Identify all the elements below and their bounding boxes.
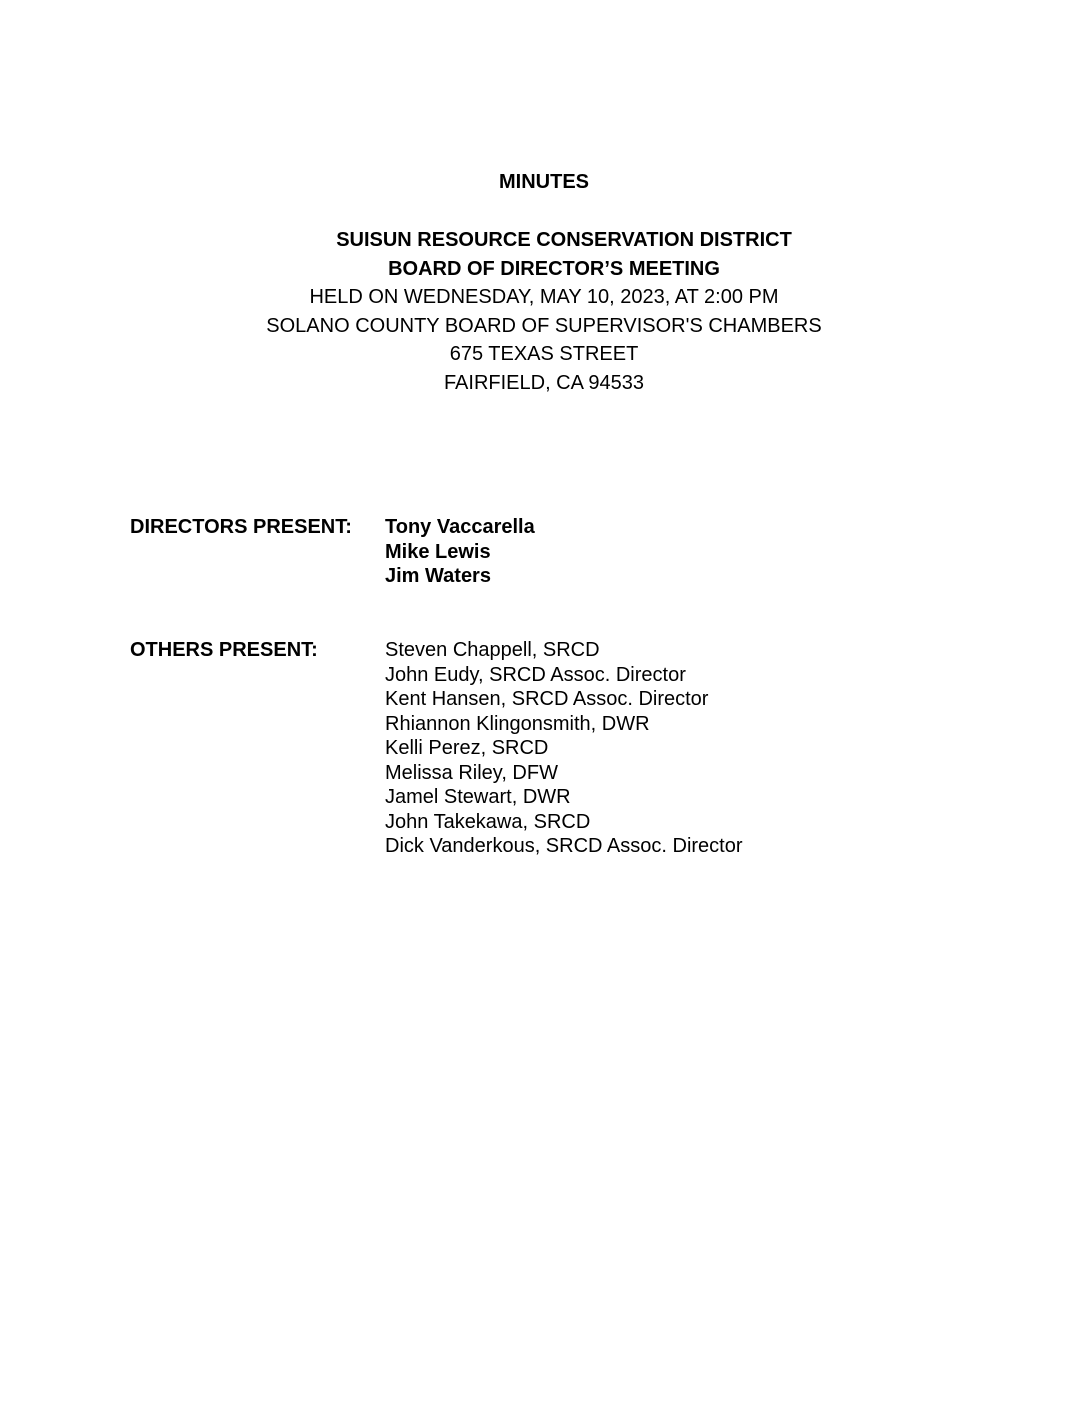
director-name: Tony Vaccarella — [385, 516, 535, 538]
others-present-label: OTHERS PRESENT: — [130, 639, 318, 661]
attendee-name: John Eudy, SRCD Assoc. Director — [385, 663, 686, 686]
attendee-name: Kent Hansen, SRCD Assoc. Director — [385, 688, 709, 710]
attendee-name: John Takekawa, SRCD — [385, 810, 591, 833]
meeting-heading — [0, 226, 1088, 397]
attendee-name: Dick Vanderkous, SRCD Assoc. Director — [385, 835, 743, 857]
meeting-location: SOLANO COUNTY BOARD OF SUPERVISOR'S CHAMBERS — [266, 314, 822, 337]
attendee-name: Rhiannon Klingonsmith, DWR — [385, 712, 650, 735]
document-title: MINUTES — [499, 171, 589, 193]
attendee-name: Melissa Riley, DFW — [385, 761, 558, 784]
others-present-list — [385, 638, 743, 859]
director-name: Mike Lewis — [385, 540, 491, 563]
directors-present-label: DIRECTORS PRESENT: — [130, 516, 352, 538]
director-name: Jim Waters — [385, 565, 491, 587]
attendee-name: Steven Chappell, SRCD — [385, 639, 600, 661]
attendee-name: Jamel Stewart, DWR — [385, 786, 571, 808]
meeting-city: FAIRFIELD, CA 94533 — [443, 371, 645, 394]
meeting-name: BOARD OF DIRECTOR’S MEETING — [388, 257, 720, 280]
meeting-street: 675 TEXAS STREET — [449, 343, 639, 365]
organization-name: SUISUN RESOURCE CONSERVATION DISTRICT — [336, 229, 792, 251]
directors-present-list — [385, 515, 535, 589]
meeting-date-time: HELD ON WEDNESDAY, MAY 10, 2023, AT 2:00 PM — [309, 286, 779, 308]
attendee-name: Kelli Perez, SRCD — [385, 737, 549, 759]
